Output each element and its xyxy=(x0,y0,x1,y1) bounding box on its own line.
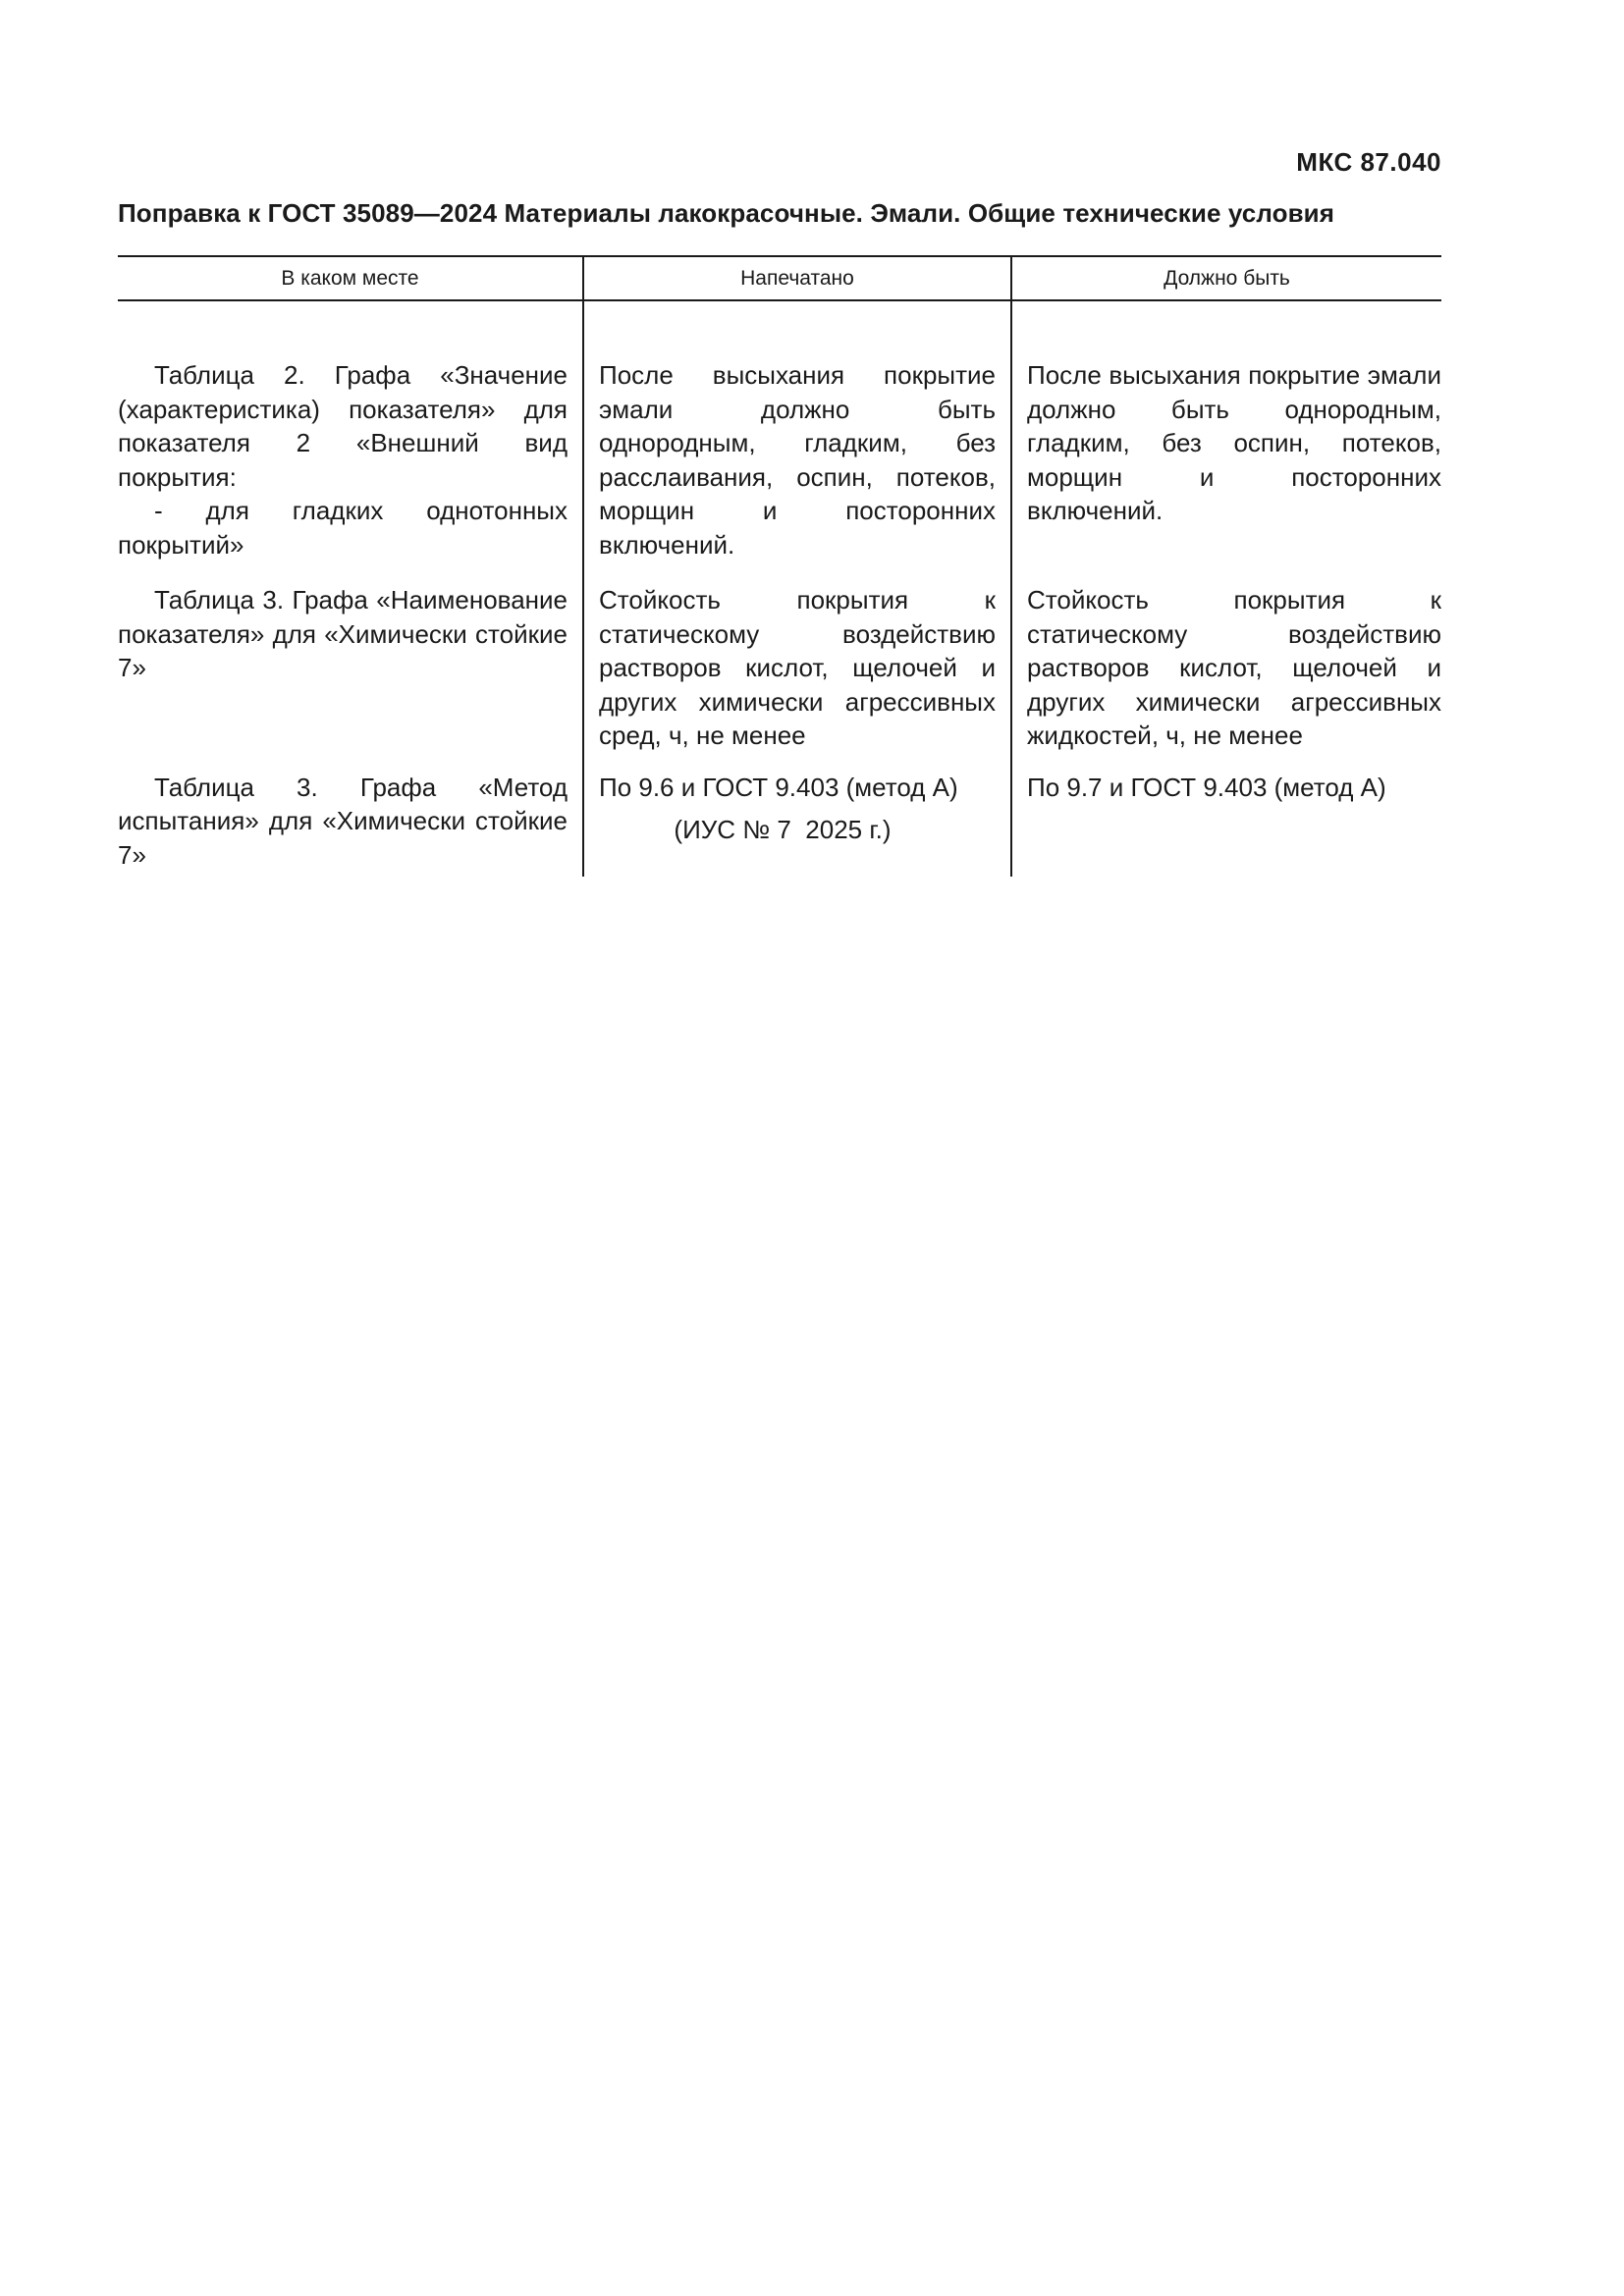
printed-text: Стойкость покрытия к статическому воздействию растворов кислот, щелочей и других химически агрессивных сред, ч, не менее xyxy=(599,585,996,750)
printed-text: После высыхания покрытие эмали должно быть однородным, гладким, без расслаивания, оспин, потеков, морщин и посторонних включений. xyxy=(599,360,996,560)
where-subtext: - для гладких однотонных покрытий» xyxy=(118,496,568,560)
cell-printed xyxy=(584,301,1012,561)
classification-code: МКС 87.040 xyxy=(1296,147,1441,177)
where-text: Таблица 3. Графа «Метод испытания» для «Химически стойкие 7» xyxy=(118,772,568,870)
ius-reference: (ИУС № 7 2025 г.) xyxy=(674,815,892,844)
header-printed: Напечатано xyxy=(584,257,1012,299)
cell-where xyxy=(118,301,584,561)
table-row xyxy=(118,561,1441,753)
cell-printed xyxy=(584,561,1012,753)
printed-text: По 9.6 и ГОСТ 9.403 (метод А) xyxy=(599,772,958,802)
document-title: Поправка к ГОСТ 35089—2024 Материалы лакокрасочные. Эмали. Общие технические условия xyxy=(118,198,1335,228)
header-where: В каком месте xyxy=(118,257,584,299)
header-correct: Должно быть xyxy=(1164,266,1290,290)
amendment-table xyxy=(118,255,1441,877)
correct-text: По 9.7 и ГОСТ 9.403 (метод А) xyxy=(1027,772,1386,802)
cell-correct xyxy=(1012,301,1441,561)
where-text: Таблица 3. Графа «Наименование показателя» для «Химически стойкие 7» xyxy=(118,585,568,682)
cell-correct xyxy=(1012,561,1441,753)
where-text: Таблица 2. Графа «Значение (характеристика) показателя» для показателя 2 «Внешний вид покрытия: xyxy=(118,360,568,492)
correct-text: После высыхания покрытие эмали должно быть однородным, гладким, без оспин, потеков, морщин и посторонних включений. xyxy=(1027,360,1441,525)
table-row xyxy=(118,301,1441,561)
cell-where xyxy=(118,561,584,753)
table-header xyxy=(118,255,1441,301)
correct-text: Стойкость покрытия к статическому воздействию растворов кислот, щелочей и других химически агрессивных жидкостей, ч, не менее xyxy=(1027,585,1441,750)
